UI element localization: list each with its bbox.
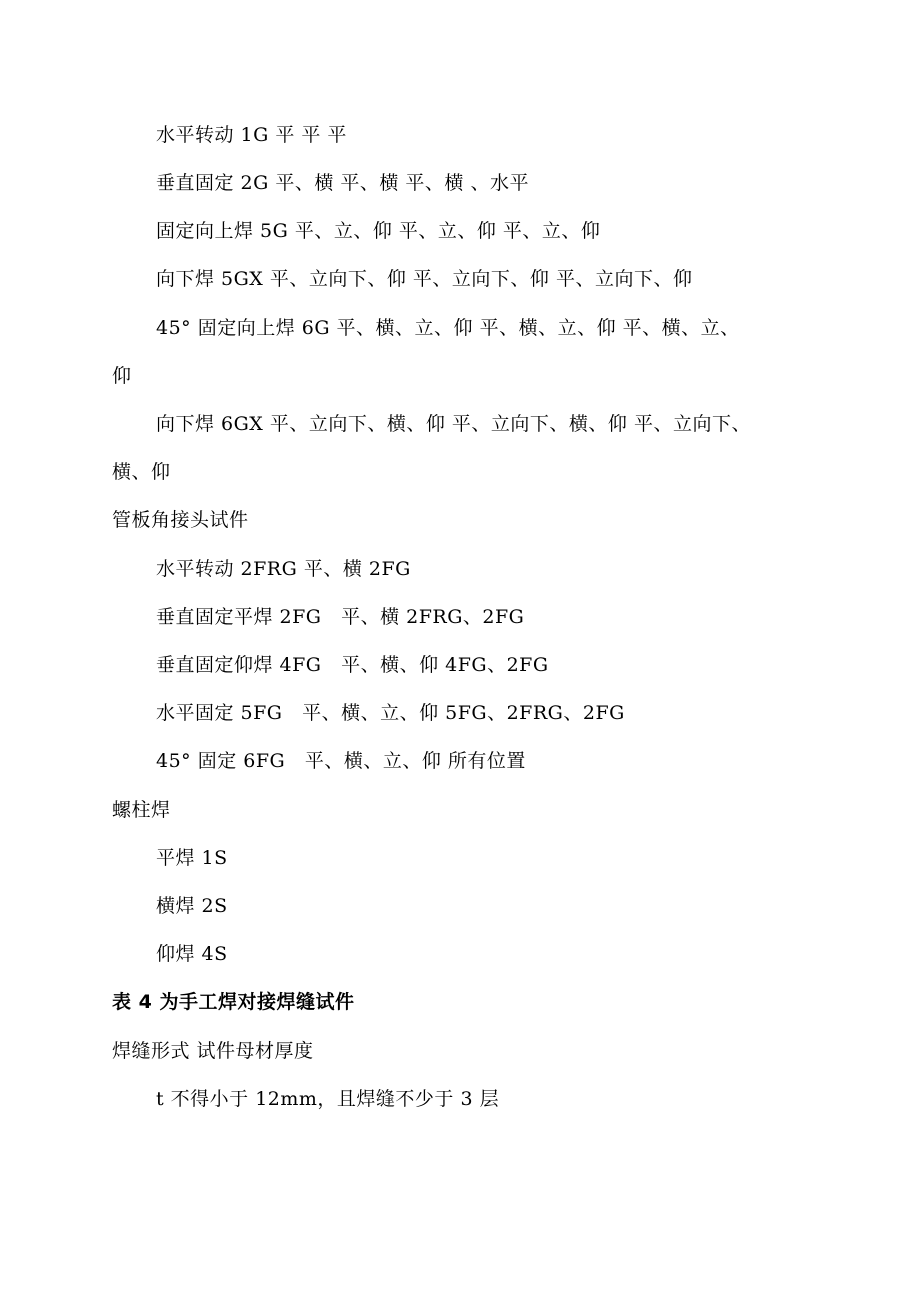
text-line-2fg: 垂直固定平焊 2FG 平、横 2FRG、2FG <box>156 606 525 628</box>
text-line-1g: 水平转动 1G 平 平 平 <box>156 124 347 146</box>
text-line-weld-form: 焊缝形式 试件母材厚度 <box>112 1040 314 1062</box>
text-line-4s: 仰焊 4S <box>156 943 228 965</box>
section-heading-stud-weld: 螺柱焊 <box>112 799 171 821</box>
text-line-2g: 垂直固定 2G 平、横 平、横 平、横 、水平 <box>156 172 529 194</box>
text-line-5gx: 向下焊 5GX 平、立向下、仰 平、立向下、仰 平、立向下、仰 <box>156 268 693 290</box>
text-line-2frg: 水平转动 2FRG 平、横 2FG <box>156 558 411 580</box>
text-line-2s: 横焊 2S <box>156 895 228 917</box>
text-line-thickness: t 不得小于 12mm，且焊缝不少于 3 层 <box>156 1088 500 1110</box>
text-line-4fg: 垂直固定仰焊 4FG 平、横、仰 4FG、2FG <box>156 654 549 676</box>
text-line-6g: 45° 固定向上焊 6G 平、横、立、仰 平、横、立、仰 平、横、立、 <box>156 317 740 339</box>
table-4-heading: 表 4 为手工焊对接焊缝试件 <box>112 991 355 1013</box>
text-line-6fg: 45° 固定 6FG 平、横、立、仰 所有位置 <box>156 750 526 772</box>
text-line-6gx-cont: 横、仰 <box>112 461 171 483</box>
text-line-6g-cont: 仰 <box>112 365 132 387</box>
section-heading-tube-plate: 管板角接头试件 <box>112 509 249 531</box>
text-line-1s: 平焊 1S <box>156 847 228 869</box>
text-line-5g: 固定向上焊 5G 平、立、仰 平、立、仰 平、立、仰 <box>156 220 601 242</box>
text-line-5fg: 水平固定 5FG 平、横、立、仰 5FG、2FRG、2FG <box>156 702 625 724</box>
text-line-6gx: 向下焊 6GX 平、立向下、横、仰 平、立向下、横、仰 平、立向下、 <box>156 413 751 435</box>
